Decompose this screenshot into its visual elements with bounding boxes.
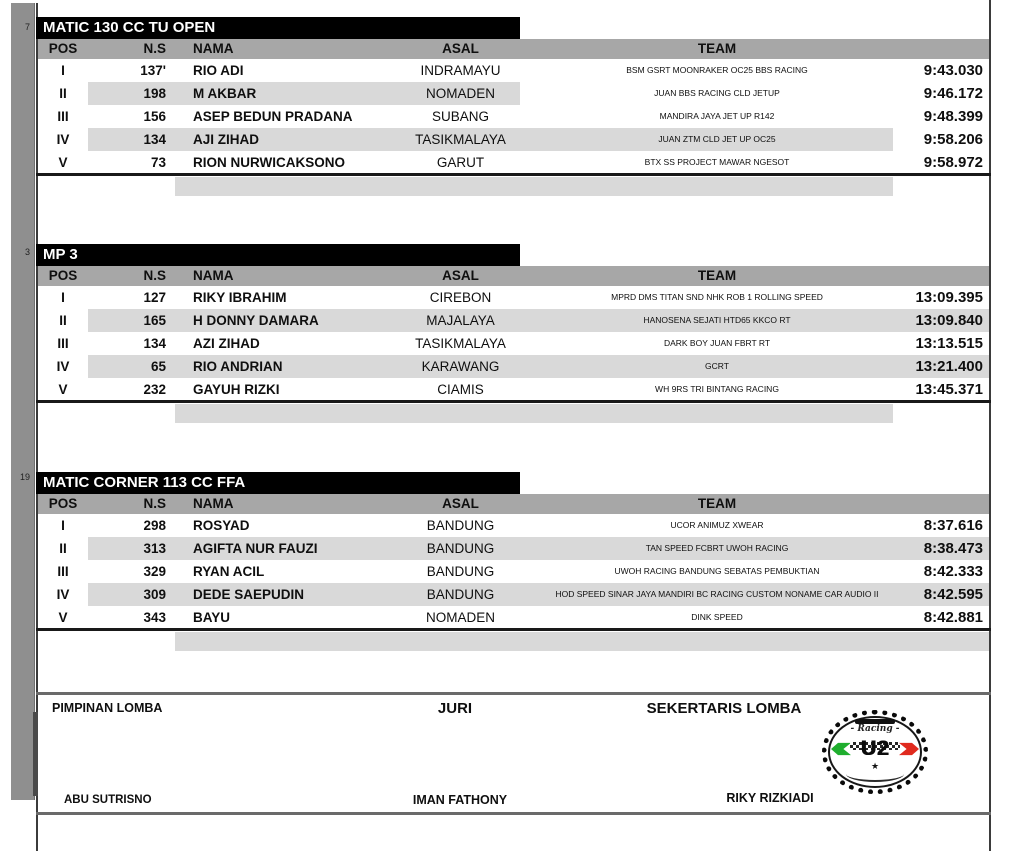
table-bottom-border — [36, 400, 991, 403]
after-table-shading — [175, 177, 893, 196]
cell-team: TAN SPEED FCBRT UWOH RACING — [645, 543, 789, 553]
right-border — [989, 0, 991, 851]
logo-main-text: U2 — [860, 737, 890, 760]
cell-asal: CIAMIS — [437, 382, 484, 397]
cell-asal: KARAWANG — [421, 359, 500, 374]
cell-time: 8:42.333 — [923, 563, 983, 580]
logo-script-text: - Racing - — [850, 724, 900, 734]
cell-time: 9:46.172 — [923, 85, 983, 102]
cell-asal: NOMADEN — [425, 610, 495, 625]
cell-pos: III — [57, 564, 69, 579]
col-header-ns: N.S — [143, 41, 166, 56]
row-number: 19 — [19, 472, 30, 482]
cell-asal: INDRAMAYU — [420, 63, 501, 78]
cell-pos: III — [57, 109, 69, 124]
cell-ns: 232 — [143, 382, 166, 397]
cell-team: UCOR ANIMUZ XWEAR — [670, 520, 764, 530]
cell-pos: IV — [56, 132, 70, 147]
cell-ns: 309 — [143, 587, 166, 602]
table-title: MATIC 130 CC TU OPEN — [36, 17, 520, 39]
cell-ns: 313 — [143, 541, 166, 556]
cell-time: 8:37.616 — [923, 517, 983, 534]
cell-time: 13:13.515 — [915, 335, 983, 352]
cell-ns: 127 — [143, 290, 166, 305]
cell-asal: NOMADEN — [425, 86, 495, 101]
cell-team: UWOH RACING BANDUNG SEBATAS PEMBUKTIAN — [614, 566, 820, 576]
cell-ns: 156 — [143, 109, 166, 124]
cell-pos: II — [59, 313, 67, 328]
cell-asal: TASIKMALAYA — [415, 336, 506, 351]
star-icon: ★ — [870, 761, 880, 771]
cell-pos: I — [61, 290, 65, 305]
after-table-shading — [175, 632, 989, 651]
col-header-pos: POS — [48, 496, 78, 511]
col-header-nama: NAMA — [193, 496, 234, 511]
sheet-row-header-bar — [11, 3, 35, 800]
cell-nama: AJI ZIHAD — [193, 132, 260, 147]
cell-nama: ROSYAD — [193, 518, 250, 533]
cell-nama: RIO ADI — [193, 63, 244, 78]
cell-time: 8:42.881 — [923, 609, 983, 626]
cell-asal: BANDUNG — [426, 541, 495, 556]
cell-pos: V — [58, 155, 68, 170]
cell-time: 9:58.972 — [923, 154, 983, 171]
cell-team: BSM GSRT MOONRAKER OC25 BBS RACING — [626, 65, 808, 75]
sekertaris-lomba-label: SEKERTARIS LOMBA — [646, 700, 802, 717]
col-header-pos: POS — [48, 268, 78, 283]
cell-asal: MAJALAYA — [426, 313, 495, 328]
cell-ns: 134 — [143, 336, 166, 351]
table-header-row — [38, 494, 989, 514]
cell-ns: 343 — [143, 610, 166, 625]
sekertaris-lomba-name: RIKY RIZKIADI — [726, 791, 814, 805]
cell-nama: RIKY IBRAHIM — [193, 290, 287, 305]
table-title: MP 3 — [36, 244, 520, 266]
after-table-shading — [175, 404, 893, 423]
cell-pos: II — [59, 86, 67, 101]
table-title: MATIC CORNER 113 CC FFA — [36, 472, 520, 494]
cell-time: 9:48.399 — [923, 108, 983, 125]
pimpinan-lomba-label: PIMPINAN LOMBA — [52, 701, 163, 715]
col-header-team: TEAM — [697, 268, 737, 283]
cell-team: HOD SPEED SINAR JAYA MANDIRI BC RACING CUSTOM NONAME CAR AUDIO II — [555, 589, 879, 599]
table-row — [38, 332, 989, 355]
table-row — [38, 378, 989, 401]
cell-nama: BAYU — [193, 610, 231, 625]
u2-racing-logo — [822, 710, 928, 794]
cell-nama: H DONNY DAMARA — [193, 313, 319, 328]
cell-team: JUAN BBS RACING CLD JETUP — [654, 88, 780, 98]
col-header-asal: ASAL — [442, 268, 479, 283]
table-row — [38, 537, 989, 560]
table-row — [38, 128, 989, 151]
cell-ns: 73 — [150, 155, 166, 170]
cell-ns: 137' — [140, 63, 166, 78]
cell-ns: 165 — [143, 313, 166, 328]
table-row — [38, 151, 989, 174]
table-header-row — [38, 266, 989, 286]
cell-nama: DEDE SAEPUDIN — [193, 587, 305, 602]
cell-time: 8:38.473 — [923, 540, 983, 557]
cell-ns: 329 — [143, 564, 166, 579]
cell-time: 9:58.206 — [923, 131, 983, 148]
col-header-nama: NAMA — [193, 268, 234, 283]
col-header-ns: N.S — [143, 268, 166, 283]
cell-time: 13:09.840 — [915, 312, 983, 329]
cell-asal: TASIKMALAYA — [415, 132, 506, 147]
cell-team: HANOSENA SEJATI HTD65 KKCO RT — [643, 315, 791, 325]
col-header-asal: ASAL — [442, 496, 479, 511]
table-header-row — [38, 39, 989, 59]
row-number: 7 — [24, 22, 30, 32]
col-header-pos: POS — [48, 41, 78, 56]
col-header-team: TEAM — [697, 496, 737, 511]
col-header-team: TEAM — [697, 41, 737, 56]
table-row — [38, 82, 989, 105]
table-row — [38, 105, 989, 128]
col-header-nama: NAMA — [193, 41, 234, 56]
table-row — [38, 286, 989, 309]
row-number: 3 — [24, 247, 30, 257]
cell-team: DINK SPEED — [691, 612, 743, 622]
cell-nama: AZI ZIHAD — [193, 336, 260, 351]
cell-nama: RYAN ACIL — [193, 564, 265, 579]
cell-time: 13:45.371 — [915, 381, 983, 398]
cell-pos: III — [57, 336, 69, 351]
cell-pos: II — [59, 541, 67, 556]
cell-pos: V — [58, 382, 68, 397]
cell-time: 8:42.595 — [923, 586, 983, 603]
cell-time: 13:09.395 — [915, 289, 983, 306]
cell-ns: 65 — [150, 359, 166, 374]
cell-nama: ASEP BEDUN PRADANA — [193, 109, 353, 124]
table-row — [38, 355, 989, 378]
cell-time: 13:21.400 — [915, 358, 983, 375]
signature-bottom-rule — [36, 812, 991, 815]
cell-asal: SUBANG — [431, 109, 489, 124]
table-row — [38, 560, 989, 583]
cell-asal: GARUT — [436, 155, 485, 170]
cell-ns: 198 — [143, 86, 166, 101]
logo-bottom-text — [846, 766, 904, 782]
cell-team: GCRT — [705, 361, 729, 371]
cell-nama: GAYUH RIZKI — [193, 382, 280, 397]
cell-team: BTX SS PROJECT MAWAR NGESOT — [644, 157, 790, 167]
table-bottom-border — [36, 628, 991, 631]
cell-nama: M AKBAR — [193, 86, 257, 101]
table-bottom-border — [36, 173, 991, 176]
cell-ns: 134 — [143, 132, 166, 147]
cell-asal: BANDUNG — [426, 564, 495, 579]
cell-team: MANDIRA JAYA JET UP R142 — [659, 111, 775, 121]
cell-asal: CIREBON — [429, 290, 492, 305]
cell-pos: IV — [56, 587, 70, 602]
cell-time: 9:43.030 — [923, 62, 983, 79]
cell-nama: AGIFTA NUR FAUZI — [193, 541, 318, 556]
logo-center-row — [822, 737, 928, 761]
cell-nama: RION NURWICAKSONO — [193, 155, 346, 170]
cell-pos: IV — [56, 359, 70, 374]
col-header-asal: ASAL — [442, 41, 479, 56]
juri-name: IMAN FATHONY — [412, 793, 508, 807]
signature-top-rule — [36, 692, 991, 695]
cell-team: DARK BOY JUAN FBRT RT — [663, 338, 771, 348]
table-row — [38, 514, 989, 537]
cell-team: JUAN ZTM CLD JET UP OC25 — [658, 134, 776, 144]
cell-ns: 298 — [143, 518, 166, 533]
cell-pos: I — [61, 518, 65, 533]
left-border-thick-segment — [33, 712, 38, 796]
pimpinan-lomba-name: ABU SUTRISNO — [64, 794, 152, 806]
juri-label: JURI — [437, 700, 473, 717]
table-row — [38, 583, 989, 606]
table-row — [38, 59, 989, 82]
cell-nama: RIO ANDRIAN — [193, 359, 283, 374]
cell-asal: BANDUNG — [426, 518, 495, 533]
cell-team: WH 9RS TRI BINTANG RACING — [655, 384, 779, 394]
cell-asal: BANDUNG — [426, 587, 495, 602]
table-row — [38, 606, 989, 629]
cell-team: MPRD DMS TITAN SND NHK ROB 1 ROLLING SPEED — [611, 292, 823, 302]
table-row — [38, 309, 989, 332]
cell-pos: V — [58, 610, 68, 625]
cell-pos: I — [61, 63, 65, 78]
col-header-ns: N.S — [143, 496, 166, 511]
